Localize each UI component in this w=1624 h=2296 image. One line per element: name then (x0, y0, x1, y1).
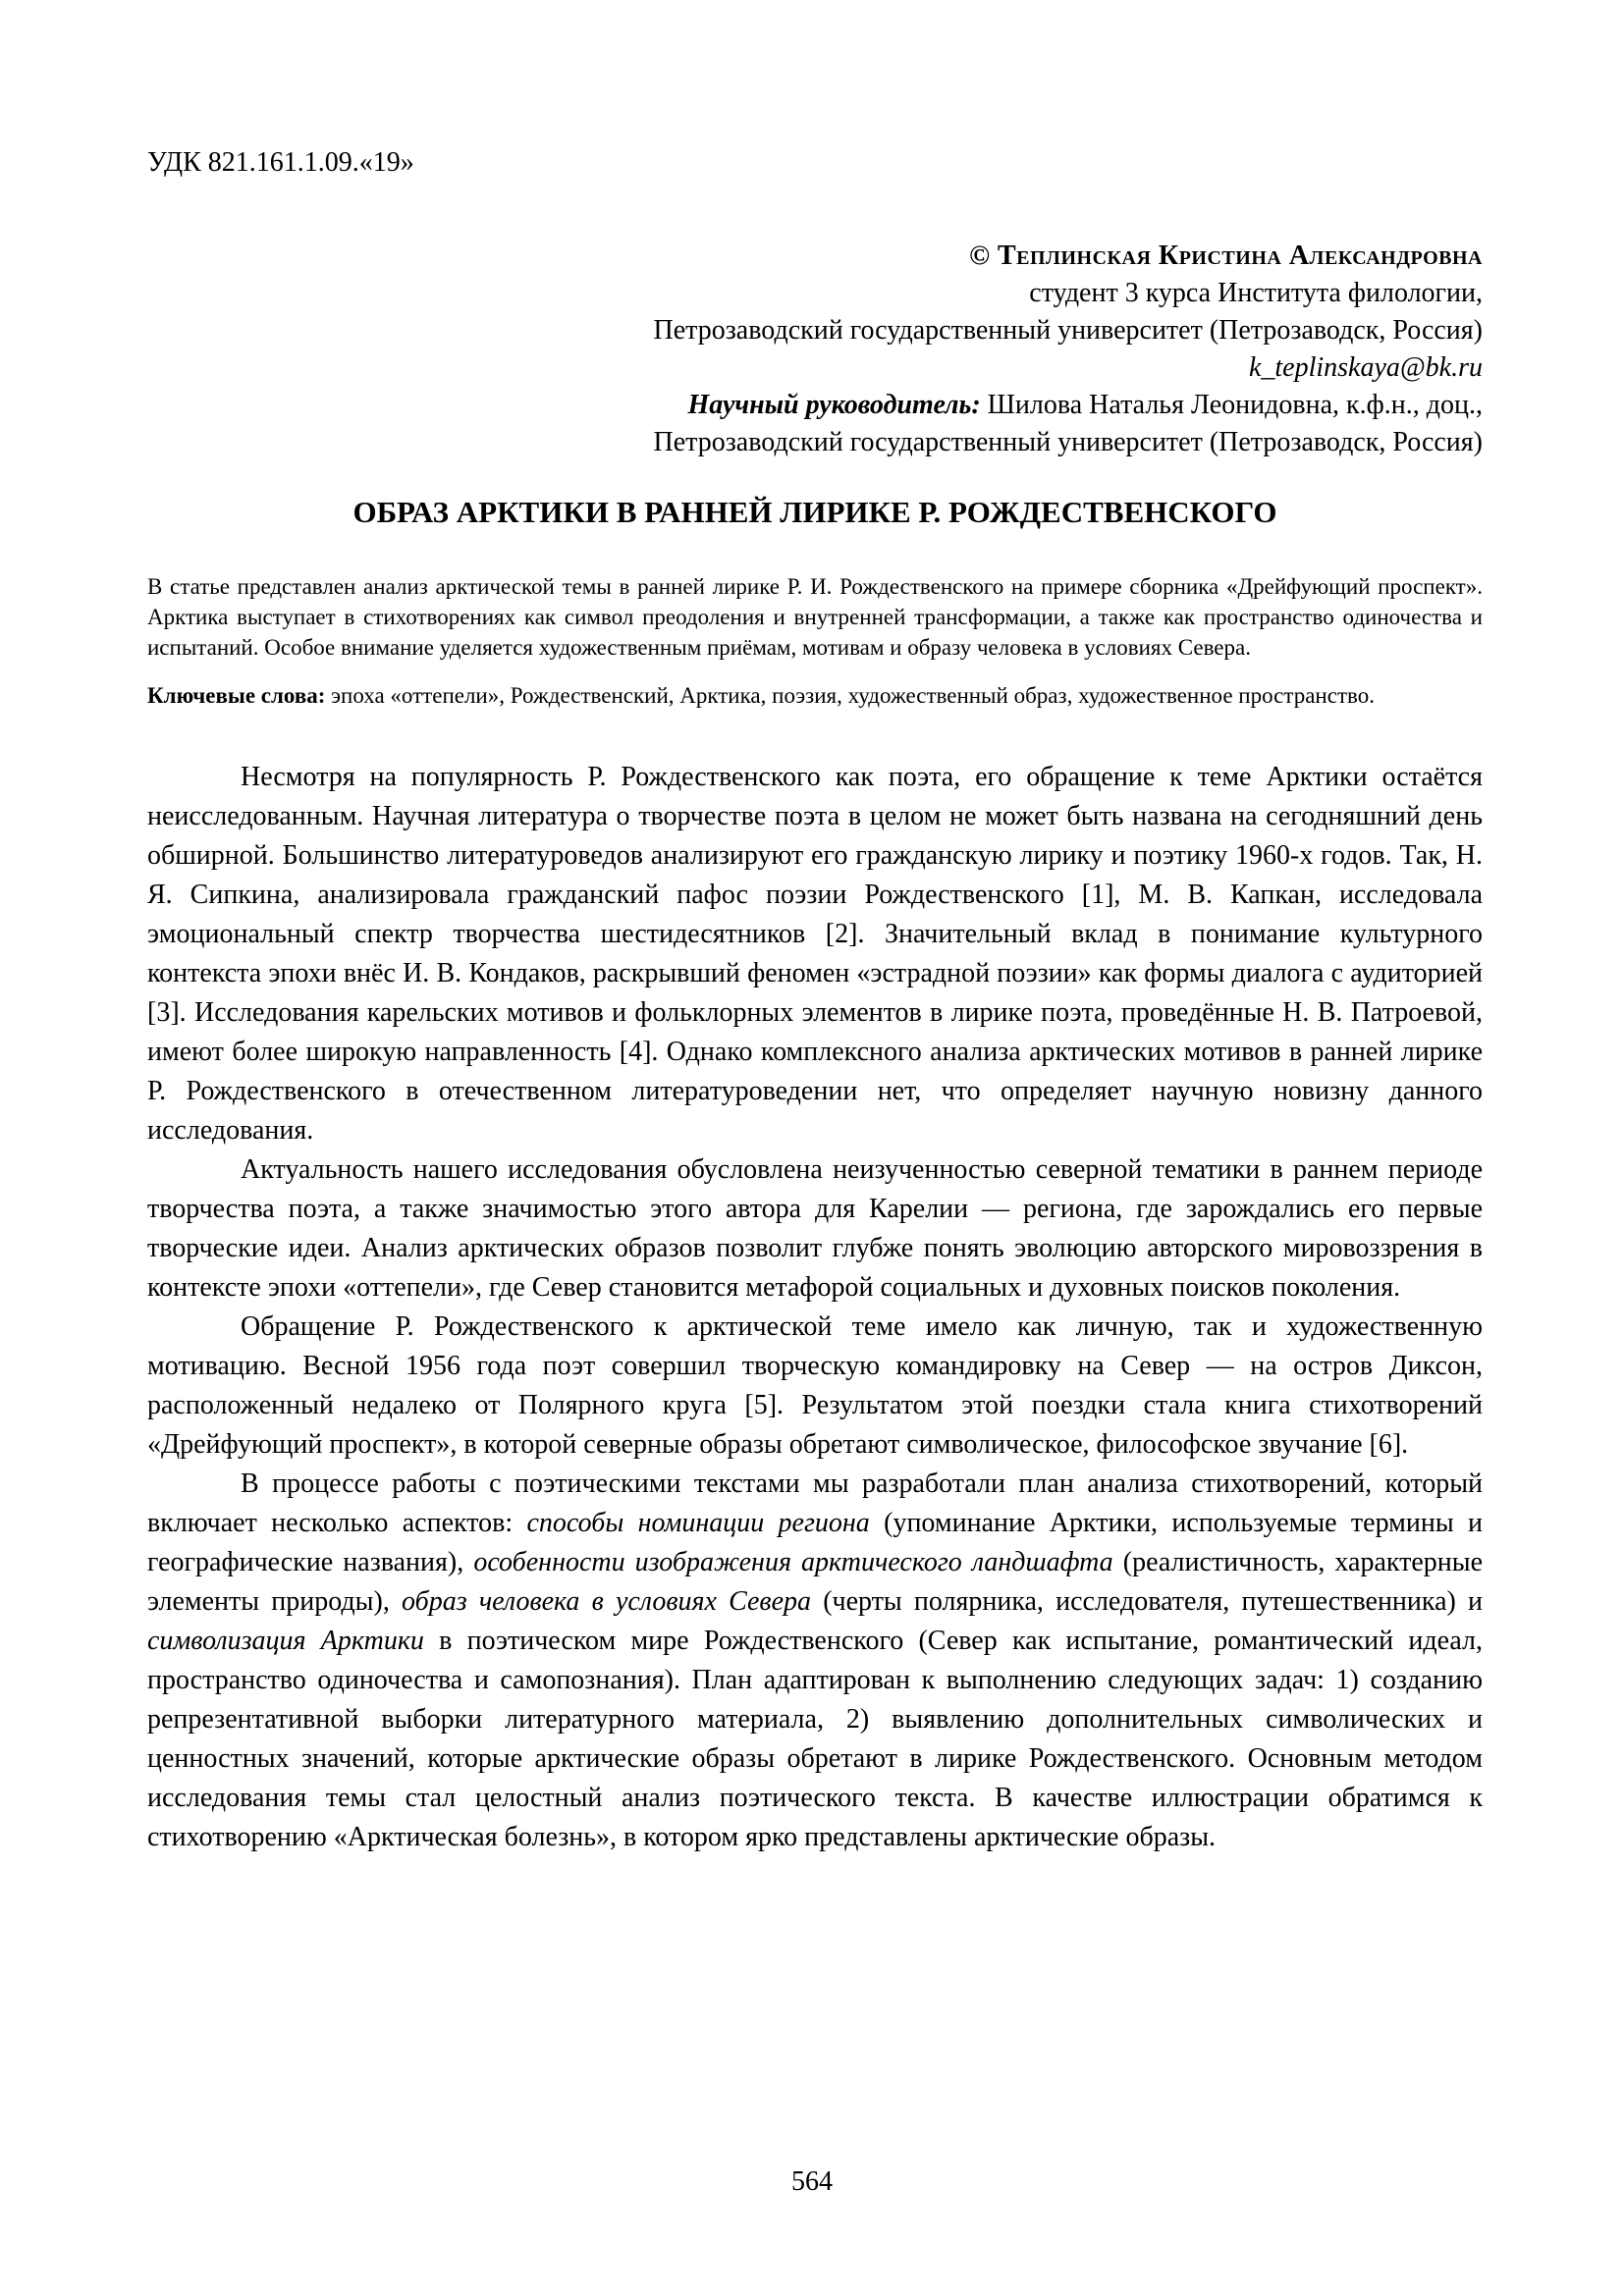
keywords-text: эпоха «оттепели», Рождественский, Арктика, поэзия, художественный образ, художественное пространство. (325, 683, 1375, 708)
supervisor-line (147, 387, 1483, 424)
abstract-text: В статье представлен анализ арктической темы в ранней лирике Р. И. Рождественского на примере сборника «Дрейфующий проспект». Арктика выступает в стихотворениях как символ преодоления и внутренней трансформации, а также как пространство одиночества и испытаний. Особое внимание уделяется художественным приёмам, мотивам и образу человека в условиях Севера. (147, 574, 1483, 660)
body-paragraph (147, 1465, 1483, 1857)
body-paragraph (147, 758, 1483, 1150)
author-email-line (147, 349, 1483, 387)
text-run: образ человека в условиях Севера (402, 1586, 812, 1617)
keywords-block (147, 680, 1483, 711)
text-run: способы номинации региона (526, 1508, 870, 1538)
keywords-label: Ключевые слова: (147, 683, 326, 708)
text-run: (черты полярника, исследователя, путешественника) и (811, 1586, 1483, 1617)
text-run: символизация Арктики (147, 1626, 424, 1656)
text-run: Шилова Наталья Леонидовна, к.ф.н., доц., (980, 390, 1483, 420)
text-run: © Теплинская Кристина Александровна (969, 240, 1483, 271)
supervisor-affiliation-line (147, 424, 1483, 461)
text-run: (упоминание Арктики, используемые термины и географические названия), (147, 1508, 1483, 1577)
text-run: Научный руководитель: (687, 390, 981, 420)
udc-number: УДК 821.161.1.09.«19» (147, 147, 414, 178)
body-paragraph (147, 1150, 1483, 1308)
text-run: особенности изображения арктического ландшафта (473, 1547, 1113, 1577)
article-body (147, 758, 1483, 1857)
text-run: k_teplinskaya@bk.ru (1248, 352, 1483, 383)
text-run: Петрозаводский государственный университет (Петрозаводск, Россия) (653, 315, 1483, 346)
text-run: Обращение Р. Рождественского к арктической теме имело как личную, так и художественную мотивацию. Весной 1956 года поэт совершил творческую командировку на Север — на остров Диксон, расположенный недалеко от Полярного круга [5]. Результатом этой поездки стала книга стихотворений «Дрейфующий проспект», в которой северные образы обретают символическое, философское звучание [6]. (147, 1311, 1483, 1460)
text-run: Петрозаводский государственный университет (Петрозаводск, Россия) (653, 427, 1483, 457)
text-run: (реалистичность, характерные элементы природы), (147, 1547, 1484, 1617)
author-name-line (147, 238, 1483, 275)
text-run: Несмотря на популярность Р. Рождественского как поэта, его обращение к теме Арктики остаётся неисследованным. Научная литература о творчестве поэта в целом не может быть названа на сегодняшний день обширной. Большинство литературоведов анализируют его гражданскую лирику и поэтику 1960-х годов. Так, Н. Я. Сипкина, анализировала гражданский пафос поэзии Рождественского [1], М. В. Капкан, исследовала эмоциональный спектр творчества шестидесятников [2]. Значительный вклад в понимание культурного контекста эпохи внёс И. В. Кондаков, раскрывший феномен «эстрадной поэзии» как формы диалога с аудиторией [3]. Исследования карельских мотивов и фольклорных элементов в лирике поэта, проведённые Н. В. Патроевой, имеют более широкую направленность [4]. Однако комплексного анализа арктических мотивов в ранней лирике Р. Рождественского в отечественном литературоведении нет, что определяет научную новизну данного исследования. (147, 762, 1483, 1146)
article-title: ОБРАЗ АРКТИКИ В РАННЕЙ ЛИРИКЕ Р. РОЖДЕСТВЕНСКОГО (352, 495, 1277, 529)
text-run: В процессе работы с поэтическими текстами мы разработали план анализа стихотворений, который включает несколько аспектов: (147, 1468, 1483, 1538)
page-content (147, 145, 1483, 1857)
author-block (147, 238, 1483, 461)
text-run: студент 3 курса Института филологии, (1029, 278, 1483, 308)
page-number: 564 (791, 2166, 833, 2197)
text-run: Актуальность нашего исследования обусловлена неизученностью северной тематики в раннем периоде творчества поэта, а также значимостью этого автора для Карелии — региона, где зарождались его первые творческие идеи. Анализ арктических образов позволит глубже понять эволюцию авторского мировоззрения в контексте эпохи «оттепели», где Север становится метафорой социальных и духовных поисков поколения. (147, 1154, 1483, 1303)
author-affiliation-line (147, 312, 1483, 349)
author-status-line (147, 275, 1483, 312)
text-run: в поэтическом мире Рождественского (Север как испытание, романтический идеал, пространство одиночества и самопознания). План адаптирован к выполнению следующих задач: 1) созданию репрезентативной выборки литературного материала, 2) выявлению дополнительных символических и ценностных значений, которые арктические образы обретают в лирике Рождественского. Основным методом исследования темы стал целостный анализ поэтического текста. В качестве иллюстрации обратимся к стихотворению «Арктическая болезнь», в котором ярко представлены арктические образы. (147, 1626, 1484, 1852)
body-paragraph (147, 1308, 1483, 1465)
